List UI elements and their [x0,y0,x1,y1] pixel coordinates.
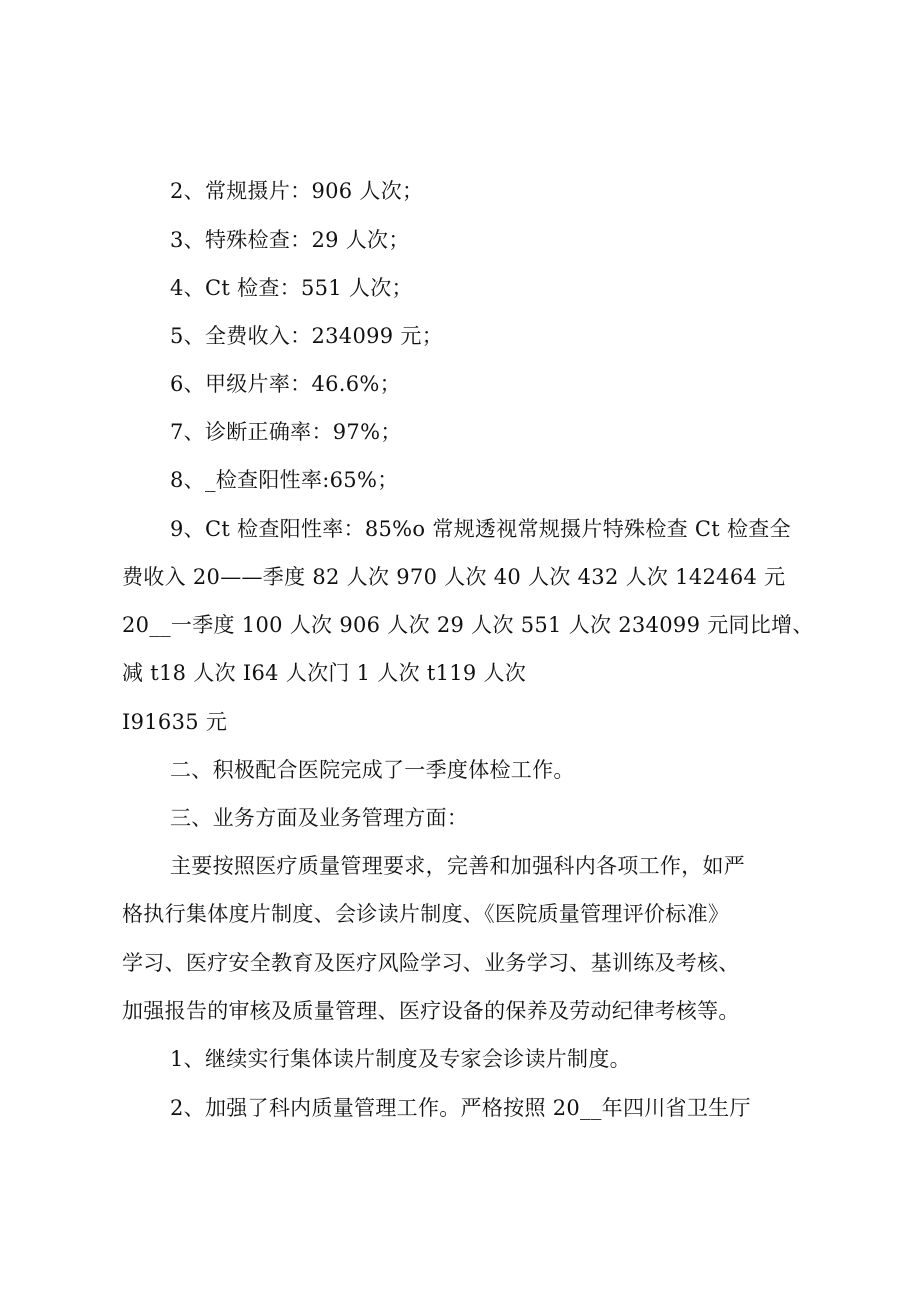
text-line-1: 2、常规摄片：906 人次； [170,179,424,203]
paragraph-line-3: 学习、医疗安全教育及医疗风险学习、业务学习、基训练及考核、 [122,951,740,975]
section-heading-3: 三、业务方面及业务管理方面： [170,806,469,830]
list-item-2: 2、加强了科内质量管理工作。严格按照 20__年四川省卫生厅 [170,1096,751,1120]
list-item-1: 1、继续实行集体读片制度及专家会诊读片制度。 [170,1047,631,1071]
text-line-3: 4、Ct 检查：551 人次； [170,276,413,300]
text-line-2: 3、特殊检查：29 人次； [170,228,410,252]
paragraph-line-1: 主要按照医疗质量管理要求，完善和加强科内各项工作，如严 [170,854,746,878]
text-line-6: 7、诊断正确率：97%； [170,420,402,444]
text-line-8: 9、Ct 检查阳性率：85%o 常规透视常规摄片特殊检查 Ct 检查全 [170,517,791,541]
text-line-10: 20__一季度 100 人次 906 人次 29 人次 551 人次 234099 元同比增、 [122,613,814,637]
text-line-5: 6、甲级片率：46.6%； [170,372,401,396]
text-line-9: 费收入 20——季度 82 人次 970 人次 40 人次 432 人次 142464 元 [122,565,786,589]
text-line-11: 减 t18 人次 I64 人次门 1 人次 t119 人次 [122,661,527,685]
paragraph-line-2: 格执行集体度片制度、会诊读片制度、《医院质量管理评价标准》 [122,902,730,926]
text-line-7: 8、_检查阳性率:65%； [170,468,399,492]
paragraph-line-4: 加强报告的审核及质量管理、医疗设备的保养及劳动纪律考核等。 [122,999,740,1023]
section-heading-2: 二、积极配合医院完成了一季度体检工作。 [170,758,575,782]
text-line-4: 5、全费收入：234099 元； [170,324,444,348]
text-line-12: I91635 元 [122,710,228,734]
